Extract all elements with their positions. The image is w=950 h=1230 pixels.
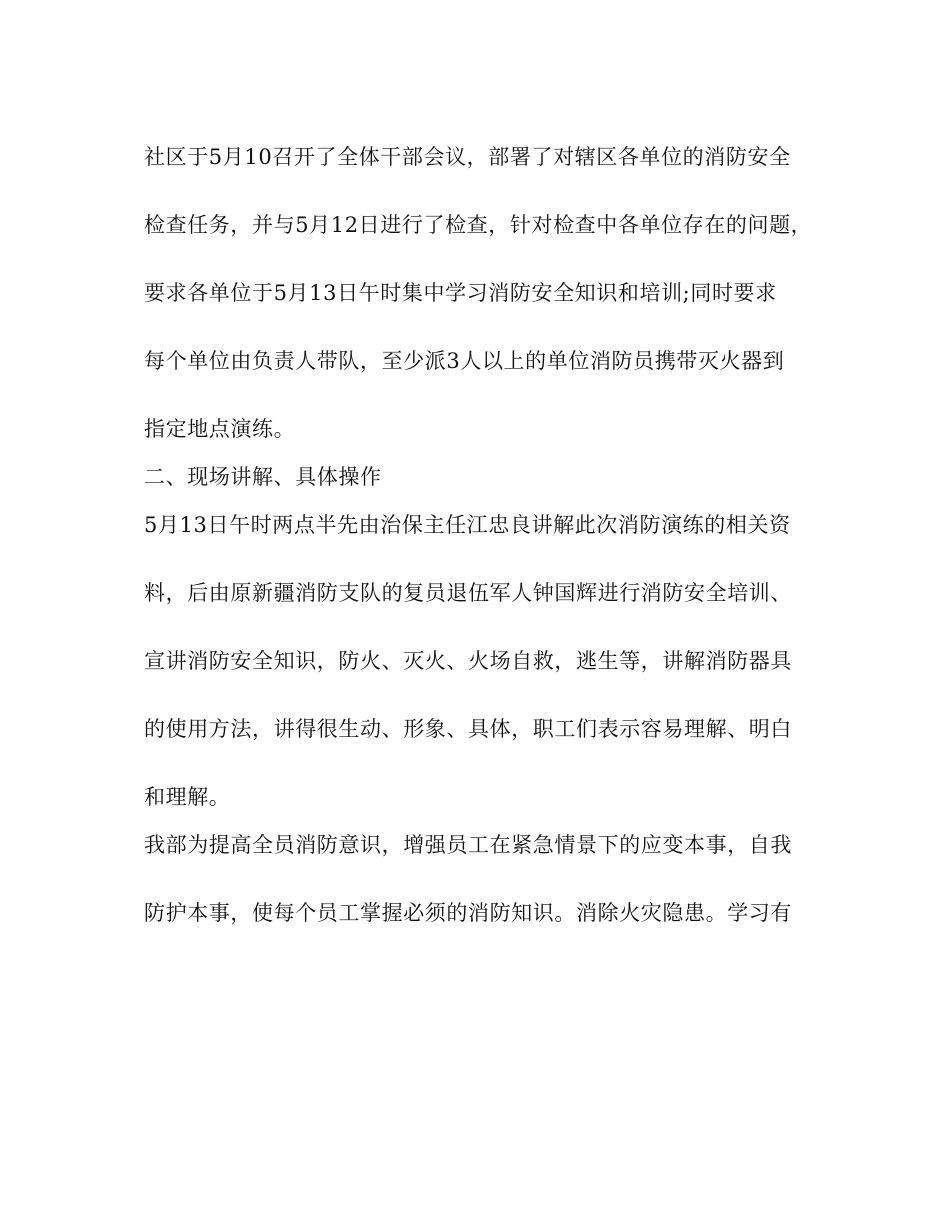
section-heading: 二、现场讲解、具体操作 — [144, 465, 382, 489]
paragraph-awareness — [144, 825, 824, 941]
text-line: 和理解。 — [144, 785, 231, 809]
text-line: 防护本事，使每个员工掌握必须的消防知识。消除火灾隐患。学习有 — [144, 901, 792, 925]
text-line: 宣讲消防安全知识，防火、灭火、火场自救，逃生等，讲解消防器具 — [144, 649, 792, 673]
text-line: 5月13日午时两点半先由治保主任江忠良讲解此次消防演练的相关资 — [144, 513, 791, 537]
text-line: 指定地点演练。 — [144, 417, 296, 441]
paragraph-training — [144, 505, 824, 825]
text-line: 我部为提高全员消防意识，增强员工在紧急情景下的应变本事，自我 — [144, 833, 792, 857]
paragraph-inspection — [144, 137, 824, 457]
text-line: 每个单位由负责人带队，至少派3人以上的单位消防员携带灭火器到 — [144, 349, 785, 373]
document-body — [144, 137, 824, 941]
text-line: 社区于5月10召开了全体干部会议，部署了对辖区各单位的消防安全 — [144, 145, 791, 169]
text-line: 料，后由原新疆消防支队的复员退伍军人钟国辉进行消防安全培训、 — [144, 581, 792, 605]
text-line: 检查任务，并与5月12日进行了检查，针对检查中各单位存在的问题， — [144, 213, 813, 237]
text-line: 的使用方法，讲得很生动、形象、具体，职工们表示容易理解、明白 — [144, 717, 792, 741]
text-line: 要求各单位于5月13日午时集中学习消防安全知识和培训;同时要求 — [144, 281, 777, 305]
